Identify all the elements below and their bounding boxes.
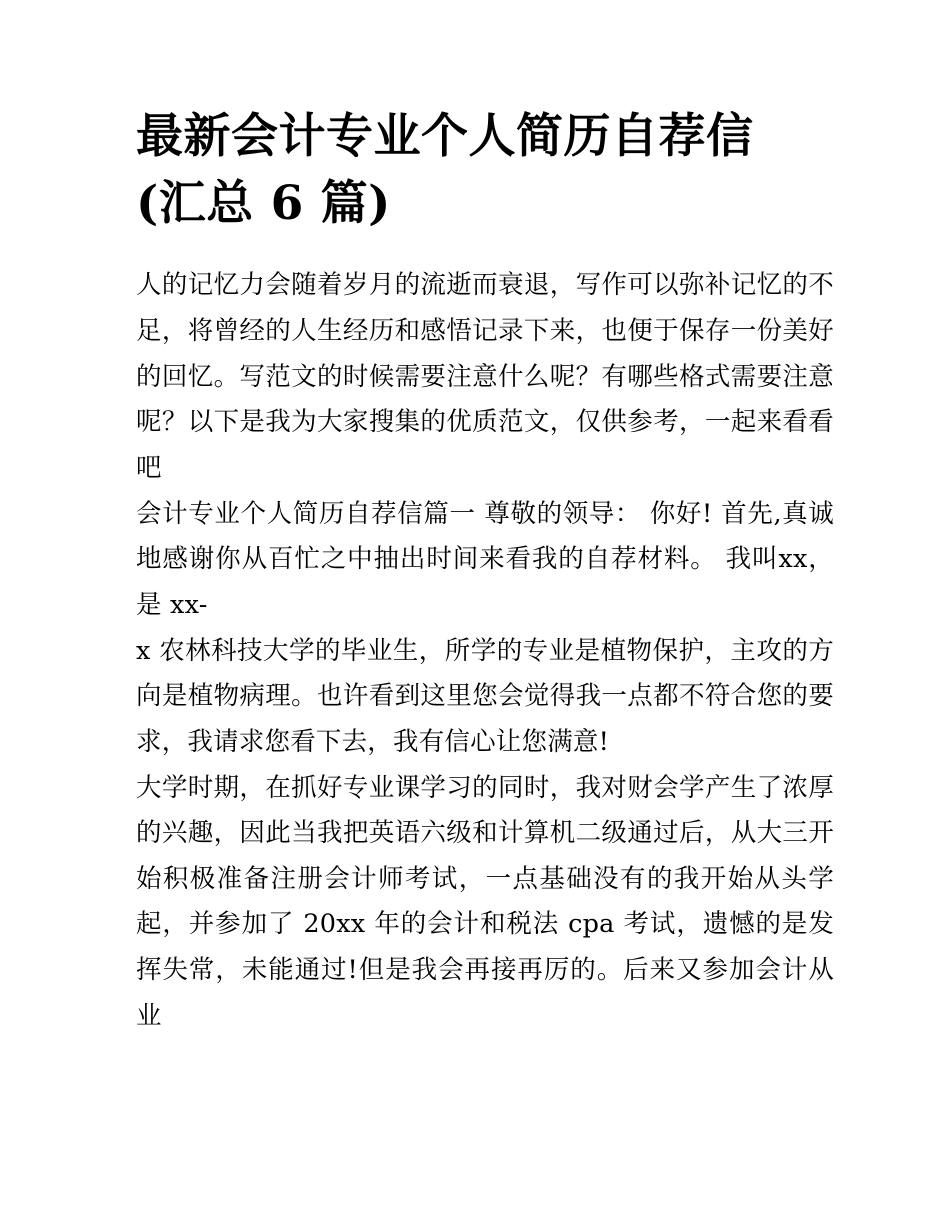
page-title — [136, 104, 834, 237]
body-paragraph-3: x 农林科技大学的毕业生，所学的专业是植物保护，主攻的方向是植物病理。也许看到这里您会觉得我一点都不符合您的要求，我请求您看下去，我有信心让您满意! — [136, 635, 834, 757]
body-paragraph-1: 人的记忆力会随着岁月的流逝而衰退，写作可以弥补记忆的不足，将曾经的人生经历和感悟记录下来，也便于保存一份美好的回忆。写范文的时候需要注意什么呢？有哪些格式需要注意呢？以下是我为大家搜集的优质范文，仅供参考，一起来看看吧 — [136, 270, 834, 484]
page-title-line-2: (汇总 6 篇) — [136, 175, 391, 231]
page-title-line-1: 最新会计专业个人简历自荐信 — [136, 109, 754, 164]
body-paragraph-4: 大学时期，在抓好专业课学习的同时，我对财会学产生了浓厚的兴趣，因此当我把英语六级和计算机二级通过后，从大三开始积极准备注册会计师考试，一点基础没有的我开始从头学起，并参加了 20xx 年的会计和税法 cpa 考试，遗憾的是发挥失常，未能通过!但是我会再接再厉的。后来又参加会计从业 — [136, 772, 834, 1031]
body-paragraph-2: 会计专业个人简历自荐信篇一 尊敬的领导： 你好! 首先,真诚地感谢你从百忙之中抽出时间来看我的自荐材料。 我叫xx，是 xx- — [136, 498, 834, 620]
